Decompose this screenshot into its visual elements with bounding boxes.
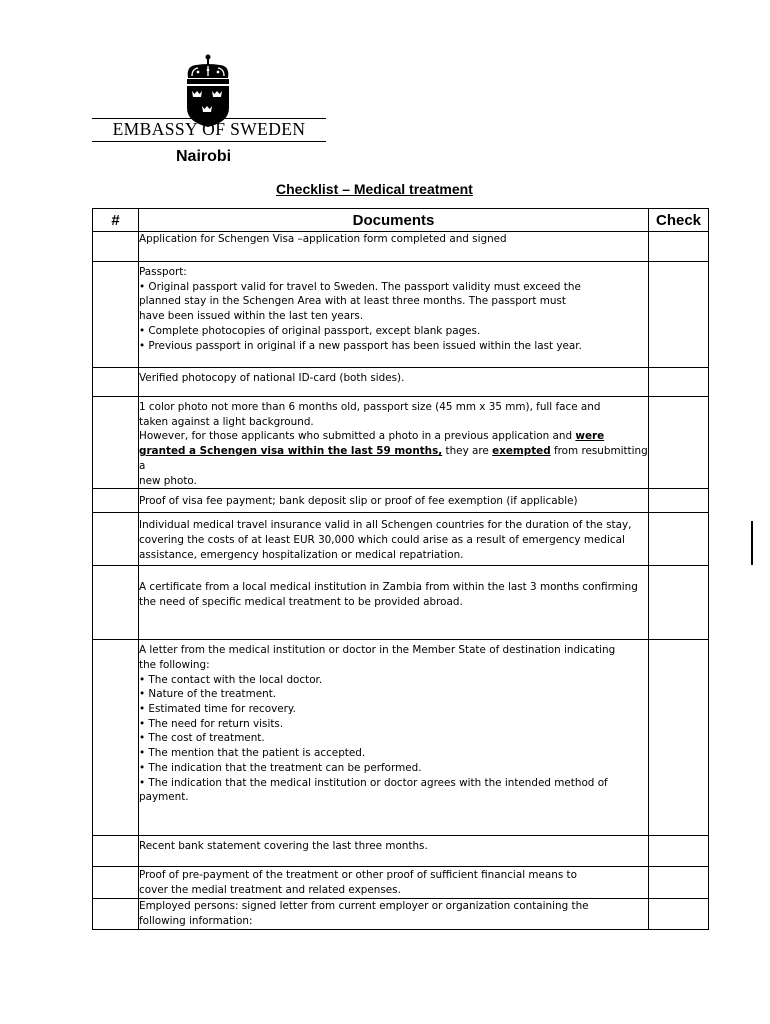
table-row — [93, 397, 709, 489]
checklist-table — [92, 208, 709, 930]
document-item: Proof of pre-payment of the treatment or other proof of sufficient financial means to cover the medial treatment and related expenses. — [139, 867, 649, 899]
row-number — [93, 489, 139, 513]
check-column-header: Check — [649, 209, 709, 232]
bottom-rule — [92, 141, 326, 142]
document-item: Recent bank statement covering the last three months. — [139, 836, 649, 867]
row-number — [93, 397, 139, 489]
document-item: Individual medical travel insurance valid in all Schengen countries for the duration of the stay, covering the costs of at least EUR 30,000 which could arise as a result of emergency medical assistance, emergency hospitalization or medical repatriation. — [139, 513, 649, 566]
row-number — [93, 232, 139, 262]
number-column-header: # — [93, 209, 139, 232]
table-row — [93, 867, 709, 899]
document-item — [139, 397, 649, 489]
table-row — [93, 262, 709, 368]
check-cell[interactable] — [649, 368, 709, 397]
table-row — [93, 836, 709, 867]
check-cell[interactable] — [649, 262, 709, 368]
check-cell[interactable] — [649, 566, 709, 640]
embassy-name: EMBASSY OF SWEDEN — [112, 119, 306, 139]
row-number — [93, 836, 139, 867]
documents-column-header: Documents — [139, 209, 649, 232]
check-cell[interactable] — [649, 640, 709, 836]
row-number — [93, 899, 139, 930]
document-item: Verified photocopy of national ID-card (both sides). — [139, 368, 649, 397]
document-item: Proof of visa fee payment; bank deposit slip or proof of fee exemption (if applicable) — [139, 489, 649, 513]
row-number — [93, 566, 139, 640]
photo-exemption-condition: were granted a Schengen visa within the last 59 months, — [139, 430, 605, 458]
document-item: A letter from the medical institution or doctor in the Member State of destination indicating the following: • The contact with the local doctor. • Nature of the treatment. • Estimated time for recovery. • The need for return visits. • The cost of treatment. • The mention that the patient is accepted. • The indication that the treatment can be performed. • The indication that the medical institution or doctor agrees with the intended method of payment. — [139, 640, 649, 836]
row-number — [93, 867, 139, 899]
table-row — [93, 513, 709, 566]
document-item: Application for Schengen Visa –application form completed and signed — [139, 232, 649, 262]
row-number — [93, 513, 139, 566]
checklist-title: Checklist – Medical treatment — [276, 181, 473, 197]
photo-text-b: they are — [442, 445, 493, 458]
photo-text-c: from resubmitting a new photo. — [139, 445, 648, 487]
row-number — [93, 368, 139, 397]
row-number — [93, 262, 139, 368]
check-cell[interactable] — [649, 513, 709, 566]
table-row — [93, 640, 709, 836]
check-cell[interactable] — [649, 232, 709, 262]
document-item: Employed persons: signed letter from current employer or organization containing the following information: — [139, 899, 649, 930]
table-row — [93, 232, 709, 262]
row-number — [93, 640, 139, 836]
photo-exempted-word: exempted — [492, 445, 551, 458]
check-cell[interactable] — [649, 489, 709, 513]
check-cell[interactable] — [649, 397, 709, 489]
header-row — [93, 209, 709, 232]
table-row — [93, 566, 709, 640]
document-item: A certificate from a local medical institution in Zambia from within the last 3 months confirming the need of specific medical treatment to be provided abroad. — [139, 566, 649, 640]
city-name: Nairobi — [176, 148, 232, 165]
text-cursor — [751, 521, 753, 565]
photo-text-a: 1 color photo not more than 6 months old, passport size (45 mm x 35 mm), full face and taken against a light background. However, for those applicants who submitted a photo in a previous application and — [139, 401, 601, 443]
check-cell[interactable] — [649, 836, 709, 867]
table-row — [93, 899, 709, 930]
swedish-crown-shield-logo — [180, 54, 236, 128]
table-row — [93, 489, 709, 513]
table-row — [93, 368, 709, 397]
check-cell[interactable] — [649, 867, 709, 899]
check-cell[interactable] — [649, 899, 709, 930]
document-item: Passport: • Original passport valid for travel to Sweden. The passport validity must exceed the planned stay in the Schengen Area with at least three months. The passport must have been issued within the last ten years. • Complete photocopies of original passport, except blank pages. • Previous passport in original if a new passport has been issued within the last year. — [139, 262, 649, 368]
